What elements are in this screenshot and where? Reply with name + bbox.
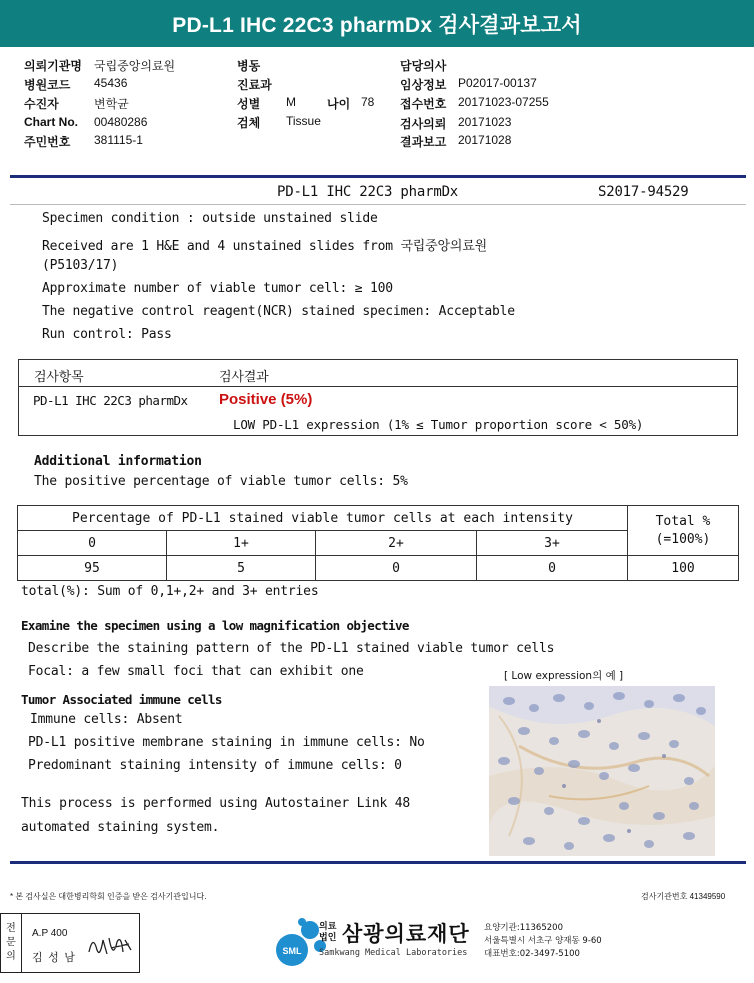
specialist-label xyxy=(1,914,22,972)
org-prefix-line: 법인 xyxy=(319,933,337,943)
level-cell: 0 xyxy=(18,531,167,556)
label-report-date: 결과보고 xyxy=(400,135,447,149)
label-resident-no: 주민번호 xyxy=(24,135,71,149)
intensity-table-header: Percentage of PD-L1 stained viable tumor cells at each intensity xyxy=(18,506,628,531)
logo-text: SML xyxy=(282,946,302,956)
process-line: automated staining system. xyxy=(21,820,220,835)
process-line: This process is performed using Autostainer Link 48 xyxy=(21,796,410,811)
report-line: Received are 1 H&E and 4 unstained slides from 국립중앙의료원 xyxy=(42,239,487,254)
org-english-name: Samkwang Medical Laboratories xyxy=(319,948,468,958)
value-clinical-info: P02017-00137 xyxy=(458,76,537,90)
org-info-line: 대표번호:02-3497-5100 xyxy=(484,949,580,959)
pathologist-name: 김 성 남 xyxy=(32,951,76,964)
label-doctor: 담당의사 xyxy=(400,59,447,73)
result-box xyxy=(18,359,738,436)
bottom-divider xyxy=(10,861,746,864)
ihc-micrograph-image xyxy=(489,686,715,856)
immune-heading: Tumor Associated immune cells xyxy=(21,692,222,707)
org-info-line: 요양기관:11365200 xyxy=(484,923,563,933)
org-prefix xyxy=(319,922,336,944)
test-item-name: PD-L1 IHC 22C3 pharmDx xyxy=(33,393,188,408)
low-mag-heading: Examine the specimen using a low magnification objective xyxy=(21,618,409,633)
immune-line: Predominant staining intensity of immune cells: 0 xyxy=(28,758,402,773)
value-cell: 0 xyxy=(477,556,628,581)
label-age: 나이 xyxy=(327,97,351,111)
total-header-line1: Total % xyxy=(655,513,711,529)
value-chart-no: 00480286 xyxy=(94,115,148,129)
result-detail: LOW PD-L1 expression (1% ≤ Tumor proportion score < 50%) xyxy=(233,417,644,432)
signature-box xyxy=(0,913,140,973)
additional-heading: Additional information xyxy=(34,454,202,469)
label-ward: 병동 xyxy=(237,59,261,73)
value-cell: 5 xyxy=(167,556,316,581)
report-line: (P5103/17) xyxy=(42,258,119,273)
label-accession-no: 접수번호 xyxy=(400,97,447,111)
org-prefix-line: 의료 xyxy=(319,922,337,932)
total-cell: 100 xyxy=(628,556,739,581)
label-chart-no: Chart No. xyxy=(24,115,78,129)
top-divider xyxy=(10,175,746,178)
intensity-table xyxy=(17,505,739,581)
org-info xyxy=(484,922,602,961)
value-hospital-code: 45436 xyxy=(94,76,128,90)
value-accession-no: 20171023-07255 xyxy=(458,95,549,109)
total-header xyxy=(628,506,739,556)
label-clinical-info: 임상정보 xyxy=(400,78,447,92)
certification-note: * 본 검사실은 대한병리학회 인증을 받은 검사기관입니다. xyxy=(10,892,207,901)
value-report-date: 20171028 xyxy=(458,133,512,147)
report-line: Specimen condition : outside unstained slide xyxy=(42,211,378,226)
label-hospital-code: 병원코드 xyxy=(24,78,71,92)
immune-line: PD-L1 positive membrane staining in immune cells: No xyxy=(28,735,425,750)
label-institution: 의뢰기관명 xyxy=(24,59,82,73)
table-note: total(%): Sum of 0,1+,2+ and 3+ entries xyxy=(21,584,319,599)
level-cell: 2+ xyxy=(316,531,477,556)
specialist-char: 문 xyxy=(6,937,16,948)
pathologist-license: A.P 400 xyxy=(32,928,68,939)
value-patient: 변학균 xyxy=(94,97,129,111)
value-cell: 0 xyxy=(316,556,477,581)
col-test-item: 검사항목 xyxy=(34,370,84,385)
value-institution: 국립중앙의료원 xyxy=(94,59,176,73)
low-mag-line: Focal: a few small foci that can exhibit one xyxy=(28,664,364,679)
specimen-number: S2017-94529 xyxy=(598,184,689,200)
value-resident-no: 381115-1 xyxy=(94,133,143,147)
value-sex: M xyxy=(286,95,296,109)
label-department: 진료과 xyxy=(237,78,272,92)
heading-underline xyxy=(10,204,746,205)
level-cell: 1+ xyxy=(167,531,316,556)
report-line: Run control: Pass xyxy=(42,327,172,342)
value-age: 78 xyxy=(361,95,375,109)
immune-line: Immune cells: Absent xyxy=(30,712,183,727)
value-cell: 95 xyxy=(18,556,167,581)
org-info-line: 서울특별시 서초구 양재동 9-60 xyxy=(484,936,602,946)
test-name-heading: PD-L1 IHC 22C3 pharmDx xyxy=(277,184,459,200)
report-line: The negative control reagent(NCR) stained specimen: Acceptable xyxy=(42,304,515,319)
label-specimen: 검체 xyxy=(237,116,261,130)
handwritten-signature xyxy=(85,930,135,962)
value-request-date: 20171023 xyxy=(458,115,512,129)
label-patient: 수진자 xyxy=(24,97,59,111)
org-name: 삼광의료재단 xyxy=(342,922,470,946)
total-header-line2: (=100%) xyxy=(655,531,711,547)
example-caption: [ Low expression의 예 ] xyxy=(504,670,624,682)
level-cell: 3+ xyxy=(477,531,628,556)
specialist-char: 전 xyxy=(6,923,16,934)
certification-number: 검사기관번호 41349590 xyxy=(641,892,726,901)
label-request-date: 검사의뢰 xyxy=(400,117,447,131)
result-box-divider xyxy=(19,386,737,387)
report-title: PD-L1 IHC 22C3 pharmDx 검사결과보고서 xyxy=(0,0,754,47)
report-line: Approximate number of viable tumor cell: ≥ 100 xyxy=(42,281,393,296)
value-specimen: Tissue xyxy=(286,114,321,128)
additional-text: The positive percentage of viable tumor cells: 5% xyxy=(34,474,408,489)
label-sex: 성별 xyxy=(237,97,261,111)
low-mag-line: Describe the staining pattern of the PD-L1 stained viable tumor cells xyxy=(28,641,555,656)
specialist-char: 의 xyxy=(6,951,16,962)
col-test-result: 검사결과 xyxy=(219,370,269,385)
result-positive: Positive (5%) xyxy=(219,391,313,408)
